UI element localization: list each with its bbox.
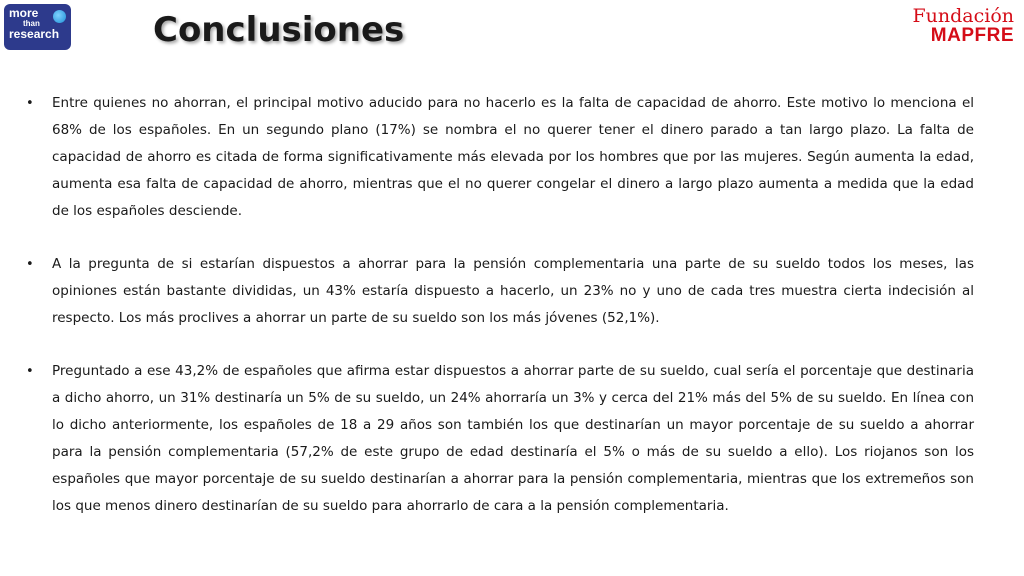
list-item	[26, 251, 974, 332]
bullet-text: A la pregunta de si estarían dispuestos a ahorrar para la pensión complementaria una parte de su sueldo todos los meses, las opiniones están bastante divididas, un 43% estaría dispuesto a hacerlo, un 23% no y uno de cada tres muestra cierta indecisión al respecto. Los más proclives a ahorrar un parte de su sueldo son los más jóvenes (52,1%).	[52, 256, 974, 326]
list-item	[26, 358, 974, 520]
conclusions-list	[26, 90, 974, 520]
bullet-icon: •	[26, 364, 34, 379]
bullet-icon: •	[26, 96, 34, 111]
logo-right-line2: MAPFRE	[930, 25, 1014, 46]
fundacion-mapfre-logo	[902, 6, 1014, 46]
logo-left-line3: research	[9, 27, 60, 41]
list-item	[26, 90, 974, 225]
bullet-text: Entre quienes no ahorran, el principal motivo aducido para no hacerlo es la falta de capacidad de ahorro. Este motivo lo menciona el 68% de los españoles. En un segundo plano (17%) se nombra el no querer tener el dinero parado a tan largo plazo. La falta de capacidad de ahorro es citada de forma significativamente más elevada por los hombres que por las mujeres. Según aumenta la edad, aumenta esa falta de capacidad de ahorro, mientras que el no querer congelar el dinero a largo plazo aumenta a medida que la edad de los españoles desciende.	[52, 95, 974, 219]
globe-icon	[53, 10, 66, 23]
logo-right-line1: Fundación	[912, 5, 1014, 27]
more-than-research-logo	[4, 4, 71, 50]
logo-left-line2: than	[23, 19, 40, 28]
bullet-text: Preguntado a ese 43,2% de españoles que afirma estar dispuestos a ahorrar parte de su sueldo, cual sería el porcentaje que destinaria a dicho ahorro, un 31% destinaría un 5% de su sueldo, un 24% ahorraría un 3% y cerca del 21% más del 5% de su sueldo. En línea con lo dicho anteriormente, los españoles de 18 a 29 años son también los que destinarían un mayor porcentaje de su sueldo a ahorrar para la pensión complementaria (57,2% de este grupo de edad destinaría el 5% o más de su sueldo a ello). Los riojanos son los españoles que mayor porcentaje de su sueldo destinarían a ahorrar para la pensión complementaria, mientras que los extremeños son los que menos dinero destinarían de su sueldo para ahorrarlo de cara a la pensión complementaria.	[52, 363, 974, 514]
page-title: Conclusiones	[153, 10, 405, 50]
logo-left-line1: more	[9, 6, 39, 20]
bullet-icon: •	[26, 257, 34, 272]
